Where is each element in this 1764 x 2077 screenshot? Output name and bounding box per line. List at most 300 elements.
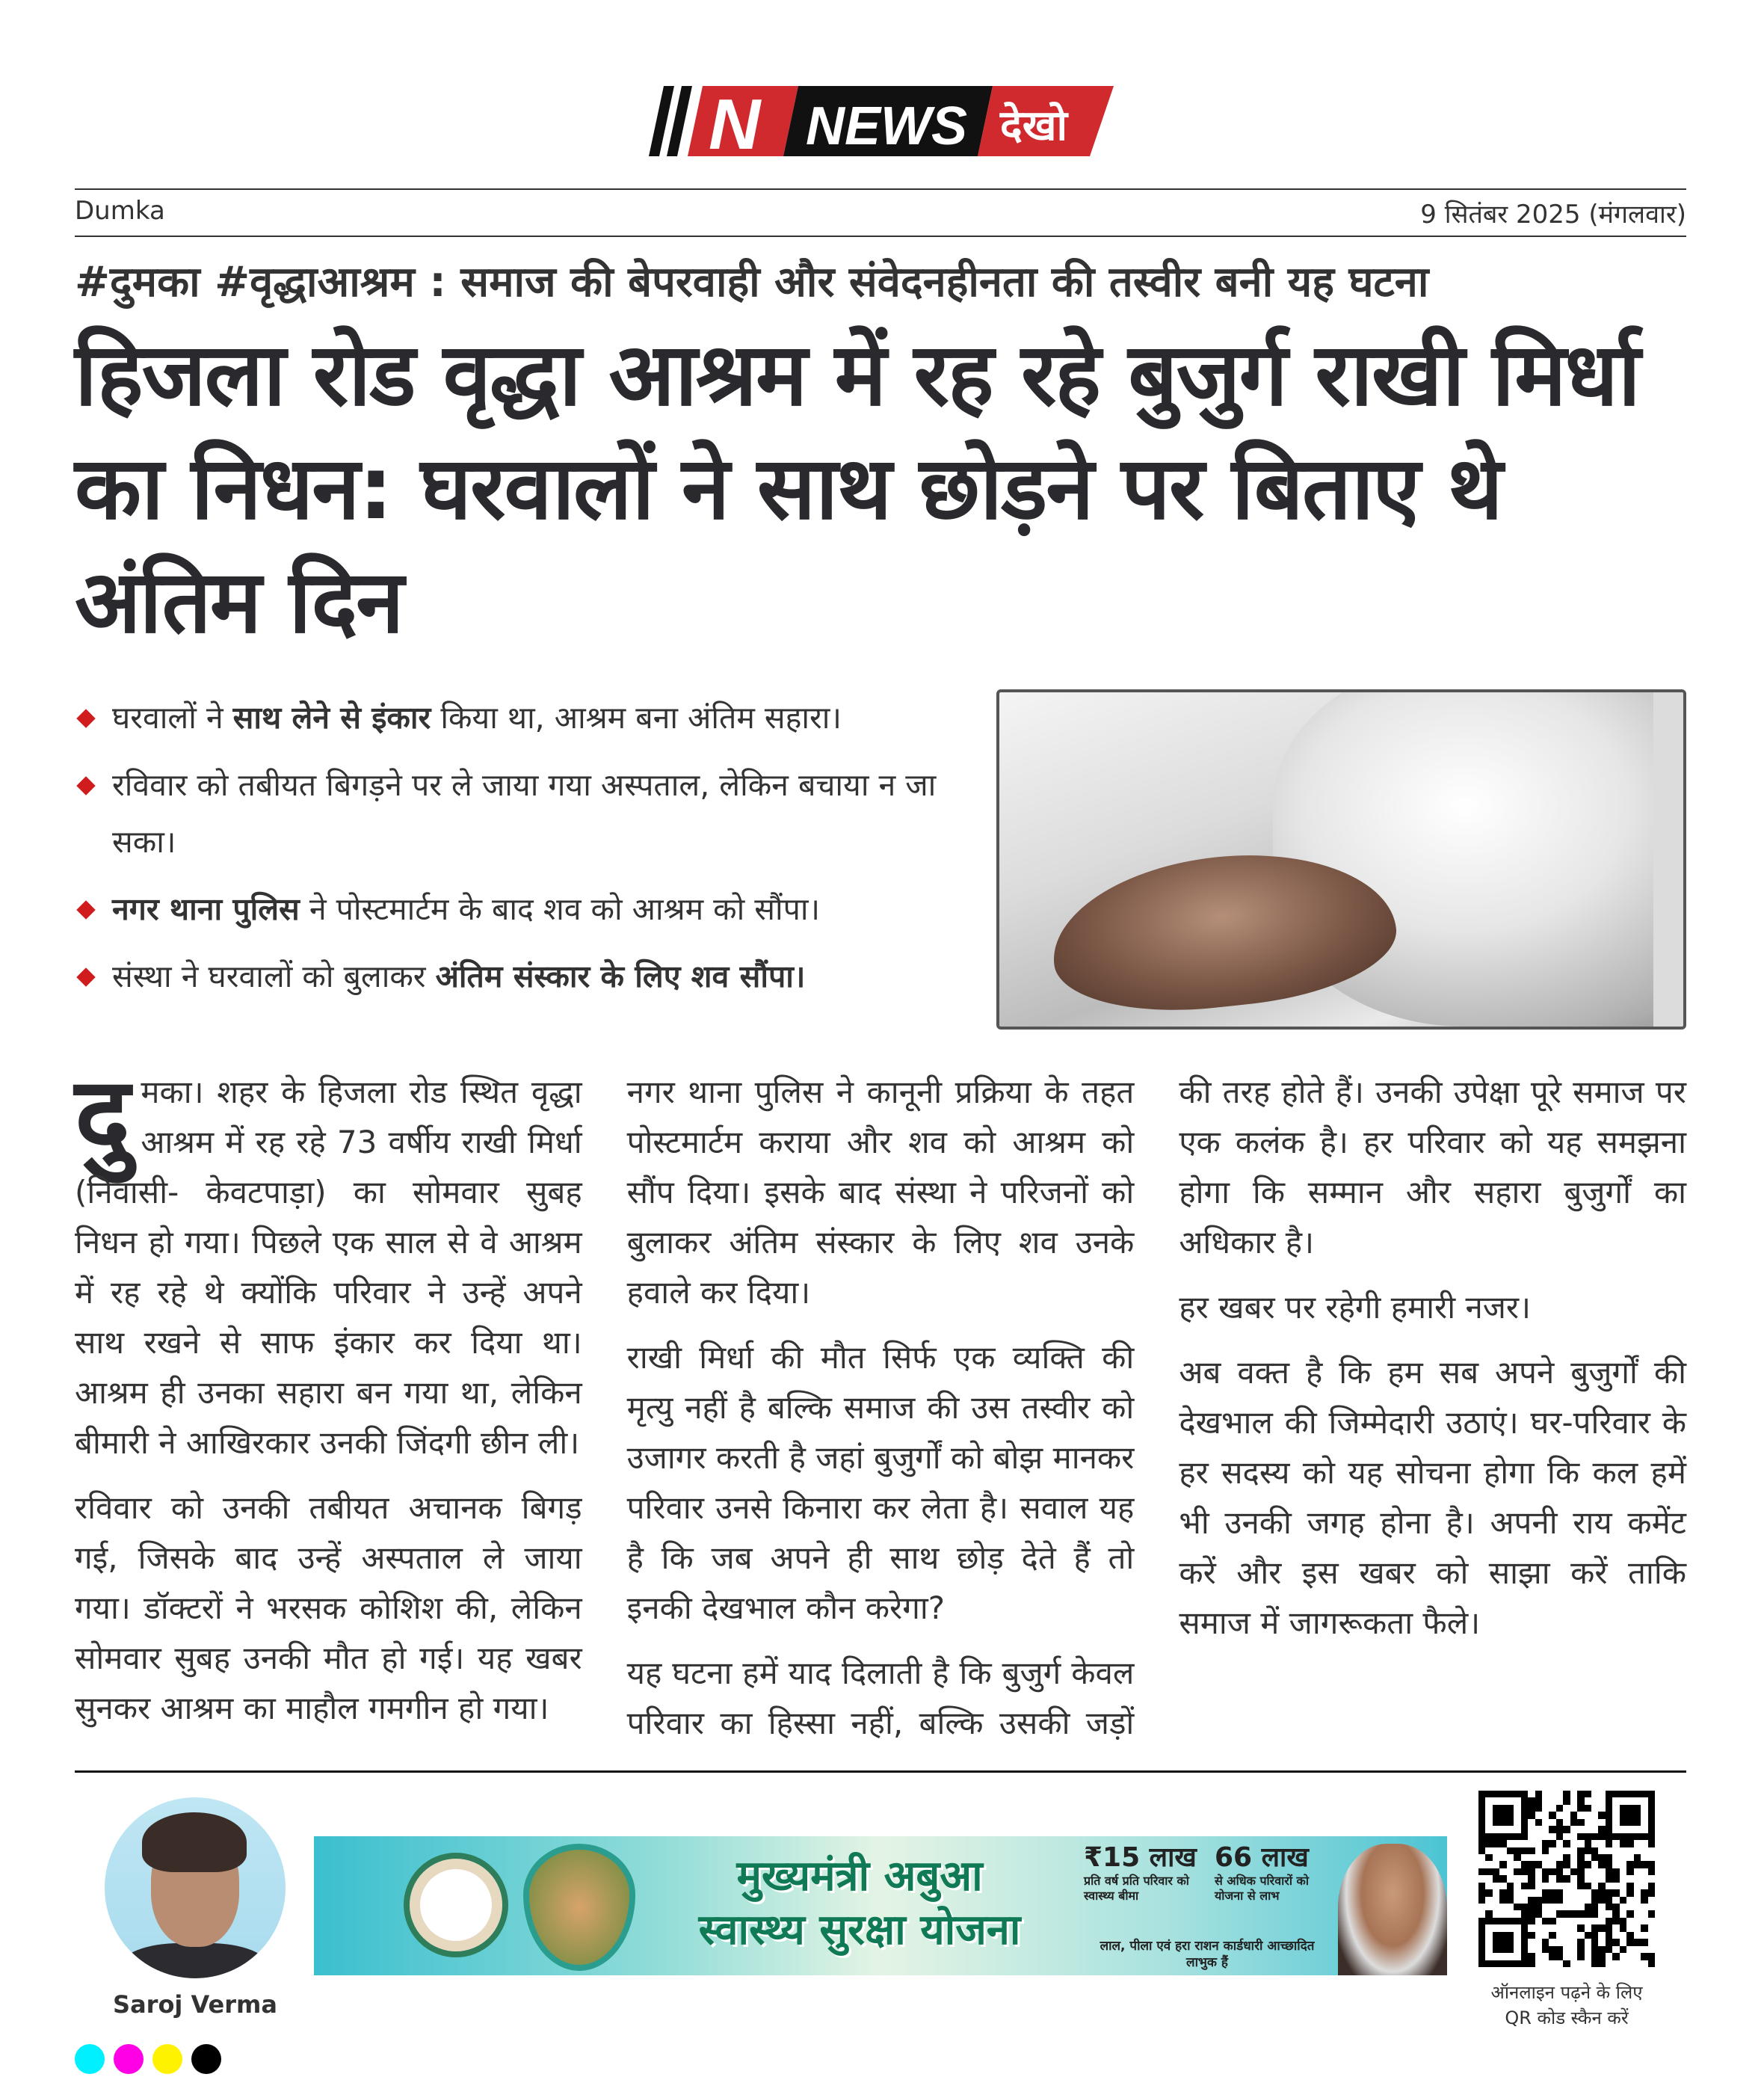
qr-module	[1556, 1875, 1563, 1882]
qr-module	[1514, 1875, 1520, 1882]
qr-module	[1521, 1797, 1528, 1804]
qr-module	[1521, 1904, 1528, 1910]
qr-module	[1521, 1805, 1528, 1812]
qr-module	[1485, 1797, 1492, 1804]
qr-module	[1507, 1797, 1514, 1804]
qr-module	[1570, 1797, 1577, 1804]
qr-module	[1648, 1868, 1655, 1875]
qr-module	[1606, 1812, 1612, 1818]
location: Dumka	[75, 196, 165, 226]
qr-module	[1528, 1797, 1535, 1804]
bold-text: अंतिम संस्कार के लिए शव सौंपा।	[435, 959, 806, 994]
stat-families	[1215, 1842, 1330, 1904]
qr-module	[1514, 1833, 1520, 1840]
qr-module	[1478, 1854, 1485, 1861]
qr-module	[1626, 1897, 1633, 1904]
qr-module	[1606, 1868, 1612, 1875]
qr-module	[1606, 1861, 1612, 1868]
qr-module	[1549, 1861, 1555, 1868]
qr-module	[1563, 1840, 1570, 1847]
qr-module	[1563, 1833, 1570, 1840]
qr-module	[1585, 1924, 1591, 1931]
qr-module	[1485, 1854, 1492, 1861]
qr-module	[1478, 1889, 1485, 1896]
qr-module	[1570, 1826, 1577, 1833]
qr-module	[1620, 1847, 1626, 1854]
qr-module	[1499, 1826, 1506, 1833]
qr-module	[1535, 1953, 1542, 1960]
qr-module	[1606, 1897, 1612, 1904]
kicker: #दुमका #वृद्धाआश्रम : समाज की बेपरवाही और संवेदनहीनता की तस्वीर बनी यह घटना	[75, 258, 1429, 307]
qr-module	[1507, 1889, 1514, 1896]
qr-module	[1542, 1791, 1549, 1797]
qr-module	[1570, 1805, 1577, 1812]
qr-module	[1542, 1889, 1549, 1896]
qr-module	[1493, 1791, 1499, 1797]
qr-module	[1556, 1833, 1563, 1840]
qr-module	[1514, 1840, 1520, 1847]
qr-module	[1514, 1861, 1520, 1868]
qr-module	[1591, 1889, 1598, 1896]
qr-module	[1542, 1883, 1549, 1889]
qr-module	[1556, 1946, 1563, 1953]
qr-module	[1549, 1819, 1555, 1826]
qr-module	[1493, 1819, 1499, 1826]
qr-module	[1606, 1883, 1612, 1889]
qr-module	[1521, 1819, 1528, 1826]
qr-module	[1634, 1883, 1641, 1889]
qr-module	[1577, 1847, 1584, 1854]
qr-module	[1626, 1826, 1633, 1833]
qr-module	[1634, 1939, 1641, 1945]
qr-module	[1521, 1875, 1528, 1882]
qr-module	[1535, 1924, 1542, 1931]
qr-module	[1591, 1897, 1598, 1904]
qr-module	[1478, 1791, 1485, 1797]
qr-module	[1478, 1826, 1485, 1833]
main-content	[75, 254, 1686, 2077]
qr-module	[1542, 1946, 1549, 1953]
qr-module	[1478, 1939, 1485, 1945]
qr-module	[1606, 1904, 1612, 1910]
qr-module	[1507, 1805, 1514, 1812]
qr-module	[1499, 1960, 1506, 1967]
qr-module	[1528, 1946, 1535, 1953]
paragraph: रविवार को उनकी तबीयत अचानक बिगड़ गई, जिसके बाद उन्हें अस्पताल ले जाया गया। डॉक्टरों ने भरसक कोशिश की, लेकिन सोमवार सुबह उनकी मौत हो गई। यह खबर सुनकर आश्रम का माहौल गमगीन हो गया।	[75, 1489, 582, 1726]
qr-module	[1648, 1791, 1655, 1797]
qr-module	[1606, 1805, 1612, 1812]
qr-module	[1514, 1883, 1520, 1889]
qr-module	[1478, 1897, 1485, 1904]
qr-module	[1591, 1805, 1598, 1812]
qr-module	[1641, 1946, 1647, 1953]
qr-module	[1485, 1819, 1492, 1826]
qr-module	[1549, 1910, 1555, 1917]
qr-module	[1641, 1826, 1647, 1833]
qr-module	[1535, 1805, 1542, 1812]
qr-module	[1612, 1791, 1619, 1797]
qr-module	[1648, 1883, 1655, 1889]
qr-module	[1528, 1833, 1535, 1840]
qr-module	[1556, 1883, 1563, 1889]
qr-module	[1521, 1932, 1528, 1939]
qr-module	[1485, 1875, 1492, 1882]
qr-module	[1514, 1932, 1520, 1939]
qr-module	[1606, 1918, 1612, 1924]
qr-module	[1606, 1939, 1612, 1945]
qr-module	[1528, 1918, 1535, 1924]
qr-module	[1585, 1805, 1591, 1812]
qr-module	[1556, 1797, 1563, 1804]
qr-module	[1493, 1812, 1499, 1818]
ad-banner[interactable]	[314, 1836, 1447, 1975]
qr-module	[1620, 1791, 1626, 1797]
qr-module	[1606, 1932, 1612, 1939]
qr-module	[1556, 1854, 1563, 1861]
qr-module	[1478, 1812, 1485, 1818]
qr-module	[1598, 1854, 1605, 1861]
qr-module	[1528, 1861, 1535, 1868]
qr-module	[1535, 1875, 1542, 1882]
qr-module	[1478, 1924, 1485, 1931]
qr-module	[1598, 1847, 1605, 1854]
svg-text:NEWS: NEWS	[806, 96, 967, 156]
qr-module	[1591, 1960, 1598, 1967]
qr-module	[1606, 1833, 1612, 1840]
qr-module	[1612, 1868, 1619, 1875]
qr-module	[1478, 1847, 1485, 1854]
qr-module	[1542, 1924, 1549, 1931]
qr-module	[1585, 1897, 1591, 1904]
qr-module	[1514, 1854, 1520, 1861]
qr-module	[1648, 1854, 1655, 1861]
qr-module	[1535, 1797, 1542, 1804]
qr-module	[1634, 1897, 1641, 1904]
qr-module	[1556, 1918, 1563, 1924]
qr-module	[1570, 1904, 1577, 1910]
qr-module	[1478, 1910, 1485, 1917]
qr-module	[1577, 1939, 1584, 1945]
qr-module	[1478, 1932, 1485, 1939]
qr-module	[1626, 1910, 1633, 1917]
stat-value: 66 लाख	[1215, 1842, 1309, 1873]
qr-module	[1612, 1854, 1619, 1861]
qr-module	[1521, 1960, 1528, 1967]
qr-module	[1556, 1910, 1563, 1917]
qr-module	[1549, 1960, 1555, 1967]
qr-module	[1620, 1910, 1626, 1917]
qr-module	[1507, 1904, 1514, 1910]
qr-module	[1499, 1897, 1506, 1904]
qr-module	[1612, 1953, 1619, 1960]
top-rule	[75, 188, 1686, 190]
jharkhand-government-seal-icon	[404, 1853, 508, 1957]
qr-module	[1634, 1812, 1641, 1818]
qr-module	[1606, 1854, 1612, 1861]
qr-module	[1626, 1889, 1633, 1896]
qr-module	[1563, 1854, 1570, 1861]
qr-module	[1563, 1791, 1570, 1797]
qr-module	[1521, 1868, 1528, 1875]
qr-module	[1577, 1868, 1584, 1875]
qr-module	[1549, 1904, 1555, 1910]
qr-module	[1478, 1875, 1485, 1882]
qr-module	[1641, 1868, 1647, 1875]
paragraph: राखी मिर्धा की मौत सिर्फ एक व्यक्ति की मृत्यु नहीं है बल्कि समाज की उस तस्वीर को उजागर करती है जहां बुजुर्गों को बोझ मानकर परिवार उनसे किनारा कर लेता है। सवाल यह है कि जब अपने ही साथ छोड़ देते हैं तो इनकी देखभाल कौन करेगा?	[626, 1339, 1135, 1626]
qr-module	[1514, 1889, 1520, 1896]
qr-module	[1542, 1910, 1549, 1917]
qr-module	[1577, 1826, 1584, 1833]
qr-module	[1598, 1805, 1605, 1812]
qr-module	[1535, 1939, 1542, 1945]
qr-module	[1499, 1833, 1506, 1840]
qr-module	[1626, 1833, 1633, 1840]
qr-module	[1499, 1953, 1506, 1960]
text: मका। शहर के हिजला रोड स्थित वृद्धा आश्रम में रह रहे 73 वर्षीय राखी मिर्धा (निवासी- केवटपाड़ा) का सोमवार सुबह निधन हो गया। पिछले एक साल से वे आश्रम में रह रहे थे क्योंकि परिवार ने उन्हें अपने साथ रखने से साफ इंकार कर दिया था। आश्रम ही उनका सहारा बन गया था, लेकिन बीमारी ने आखिरकार उनकी जिंदगी छीन ली।	[75, 1074, 582, 1461]
dateline	[75, 196, 1686, 230]
qr-module	[1485, 1946, 1492, 1953]
qr-module	[1612, 1875, 1619, 1882]
qr-module	[1493, 1960, 1499, 1967]
qr-module	[1514, 1939, 1520, 1945]
qr-module	[1478, 1946, 1485, 1953]
qr-module	[1507, 1791, 1514, 1797]
qr-module	[1634, 1953, 1641, 1960]
qr-module	[1535, 1854, 1542, 1861]
qr-module	[1648, 1875, 1655, 1882]
qr-module	[1507, 1883, 1514, 1889]
qr-module	[1612, 1797, 1619, 1804]
qr-module	[1549, 1939, 1555, 1945]
qr-module	[1556, 1960, 1563, 1967]
qr-module	[1585, 1861, 1591, 1868]
qr-module	[1499, 1791, 1506, 1797]
qr-module	[1648, 1847, 1655, 1854]
qr-module	[1499, 1875, 1506, 1882]
qr-module	[1507, 1826, 1514, 1833]
qr-module	[1641, 1840, 1647, 1847]
qr-module	[1591, 1819, 1598, 1826]
qr-module	[1577, 1904, 1584, 1910]
qr-module	[1528, 1854, 1535, 1861]
qr-module	[1485, 1868, 1492, 1875]
diamond-bullet-icon	[76, 967, 95, 986]
highlights-list	[75, 689, 953, 1015]
qr-module	[1493, 1826, 1499, 1833]
qr-module	[1493, 1868, 1499, 1875]
qr-module	[1591, 1910, 1598, 1917]
qr-module	[1485, 1897, 1492, 1904]
qr-module	[1528, 1875, 1535, 1882]
qr-module	[1514, 1791, 1520, 1797]
qr-module	[1493, 1932, 1499, 1939]
qr-module	[1598, 1939, 1605, 1945]
qr-module	[1598, 1924, 1605, 1931]
qr-module	[1549, 1812, 1555, 1818]
qr-module	[1499, 1854, 1506, 1861]
qr-module	[1478, 1861, 1485, 1868]
qr-module	[1570, 1953, 1577, 1960]
qr-module	[1641, 1875, 1647, 1882]
stethoscope-heart-icon	[523, 1844, 635, 1971]
qr-module	[1493, 1918, 1499, 1924]
qr-module	[1620, 1883, 1626, 1889]
qr-module	[1549, 1918, 1555, 1924]
qr-module	[1570, 1875, 1577, 1882]
qr-module	[1549, 1953, 1555, 1960]
qr-module	[1570, 1819, 1577, 1826]
qr-module	[1634, 1833, 1641, 1840]
qr-module	[1598, 1897, 1605, 1904]
qr-module	[1563, 1812, 1570, 1818]
footer-rule	[75, 1770, 1686, 1773]
qr-module	[1563, 1875, 1570, 1882]
qr-module	[1507, 1854, 1514, 1861]
qr-module	[1499, 1868, 1506, 1875]
qr-module	[1528, 1883, 1535, 1889]
qr-module	[1514, 1868, 1520, 1875]
qr-module	[1563, 1918, 1570, 1924]
qr-module	[1563, 1805, 1570, 1812]
qr-module	[1648, 1932, 1655, 1939]
qr-module	[1542, 1875, 1549, 1882]
scheme-title	[650, 1850, 1069, 1957]
qr-module	[1535, 1826, 1542, 1833]
qr-module	[1641, 1854, 1647, 1861]
qr-module	[1634, 1819, 1641, 1826]
qr-module	[1641, 1889, 1647, 1896]
qr-module	[1641, 1883, 1647, 1889]
qr-module	[1528, 1812, 1535, 1818]
qr-module	[1521, 1883, 1528, 1889]
qr-module	[1563, 1904, 1570, 1910]
cyan-registration-dot	[75, 2044, 105, 2074]
qr-module	[1514, 1826, 1520, 1833]
qr-module	[1507, 1932, 1514, 1939]
qr-module	[1570, 1897, 1577, 1904]
qr-caption-line: QR कोड स्कैन करें	[1505, 2007, 1629, 2028]
qr-module	[1620, 1840, 1626, 1847]
qr-module	[1563, 1960, 1570, 1967]
qr-module	[1598, 1826, 1605, 1833]
qr-module	[1507, 1861, 1514, 1868]
qr-module	[1585, 1854, 1591, 1861]
qr-module	[1585, 1883, 1591, 1889]
qr-module	[1634, 1805, 1641, 1812]
qr-module	[1626, 1812, 1633, 1818]
qr-module	[1478, 1883, 1485, 1889]
qr-module	[1499, 1812, 1506, 1818]
qr-module	[1577, 1840, 1584, 1847]
qr-module	[1641, 1924, 1647, 1931]
qr-module	[1612, 1960, 1619, 1967]
qr-module	[1542, 1826, 1549, 1833]
qr-module	[1648, 1889, 1655, 1896]
qr-module	[1478, 1833, 1485, 1840]
qr-module	[1577, 1812, 1584, 1818]
qr-module	[1634, 1791, 1641, 1797]
qr-module	[1577, 1805, 1584, 1812]
qr-module	[1549, 1889, 1555, 1896]
qr-module	[1598, 1833, 1605, 1840]
qr-module	[1563, 1924, 1570, 1931]
qr-module	[1499, 1932, 1506, 1939]
news-dekho-logo[interactable]	[649, 86, 1114, 156]
qr-module	[1493, 1847, 1499, 1854]
qr-module	[1570, 1791, 1577, 1797]
qr-module	[1563, 1847, 1570, 1854]
qr-module	[1521, 1897, 1528, 1904]
qr-module	[1549, 1946, 1555, 1953]
qr-module	[1634, 1868, 1641, 1875]
qr-module	[1591, 1946, 1598, 1953]
author-name: Saroj Verma	[113, 1990, 277, 2019]
qr-module	[1521, 1924, 1528, 1931]
qr-module	[1556, 1932, 1563, 1939]
qr-module	[1493, 1861, 1499, 1868]
bold-text: साथ लेने से इंकार	[232, 700, 431, 736]
text: संस्था ने घरवालों को बुलाकर	[112, 959, 436, 994]
stat-coverage	[1084, 1842, 1211, 1904]
qr-code[interactable]	[1478, 1791, 1655, 1967]
qr-module	[1499, 1924, 1506, 1931]
qr-module	[1507, 1918, 1514, 1924]
qr-module	[1507, 1946, 1514, 1953]
qr-module	[1634, 1910, 1641, 1917]
qr-module	[1549, 1847, 1555, 1854]
qr-module	[1606, 1924, 1612, 1931]
qr-module	[1626, 1791, 1633, 1797]
qr-module	[1585, 1932, 1591, 1939]
qr-module	[1478, 1797, 1485, 1804]
qr-module	[1556, 1840, 1563, 1847]
qr-module	[1626, 1840, 1633, 1847]
qr-module	[1620, 1875, 1626, 1882]
qr-module	[1585, 1840, 1591, 1847]
qr-module	[1634, 1889, 1641, 1896]
qr-module	[1612, 1897, 1619, 1904]
qr-module	[1612, 1819, 1619, 1826]
qr-module	[1535, 1918, 1542, 1924]
magenta-registration-dot	[114, 2044, 144, 2074]
qr-module	[1641, 1819, 1647, 1826]
paragraph: हर खबर पर रहेगी हमारी नजर।	[1179, 1289, 1532, 1326]
qr-module	[1485, 1932, 1492, 1939]
qr-module	[1598, 1918, 1605, 1924]
qr-module	[1612, 1805, 1619, 1812]
text: किया था, आश्रम बना अंतिम सहारा।	[431, 700, 842, 736]
qr-module	[1598, 1932, 1605, 1939]
qr-module	[1535, 1840, 1542, 1847]
qr-module	[1641, 1797, 1647, 1804]
qr-module	[1549, 1840, 1555, 1847]
qr-module	[1606, 1840, 1612, 1847]
qr-module	[1570, 1812, 1577, 1818]
qr-module	[1493, 1953, 1499, 1960]
qr-module	[1634, 1847, 1641, 1854]
qr-module	[1626, 1946, 1633, 1953]
qr-module	[1598, 1904, 1605, 1910]
qr-module	[1499, 1840, 1506, 1847]
qr-module	[1598, 1791, 1605, 1797]
qr-module	[1570, 1868, 1577, 1875]
qr-module	[1606, 1946, 1612, 1953]
qr-module	[1528, 1910, 1535, 1917]
qr-module	[1620, 1918, 1626, 1924]
qr-module	[1514, 1960, 1520, 1967]
qr-module	[1514, 1910, 1520, 1917]
qr-module	[1620, 1953, 1626, 1960]
